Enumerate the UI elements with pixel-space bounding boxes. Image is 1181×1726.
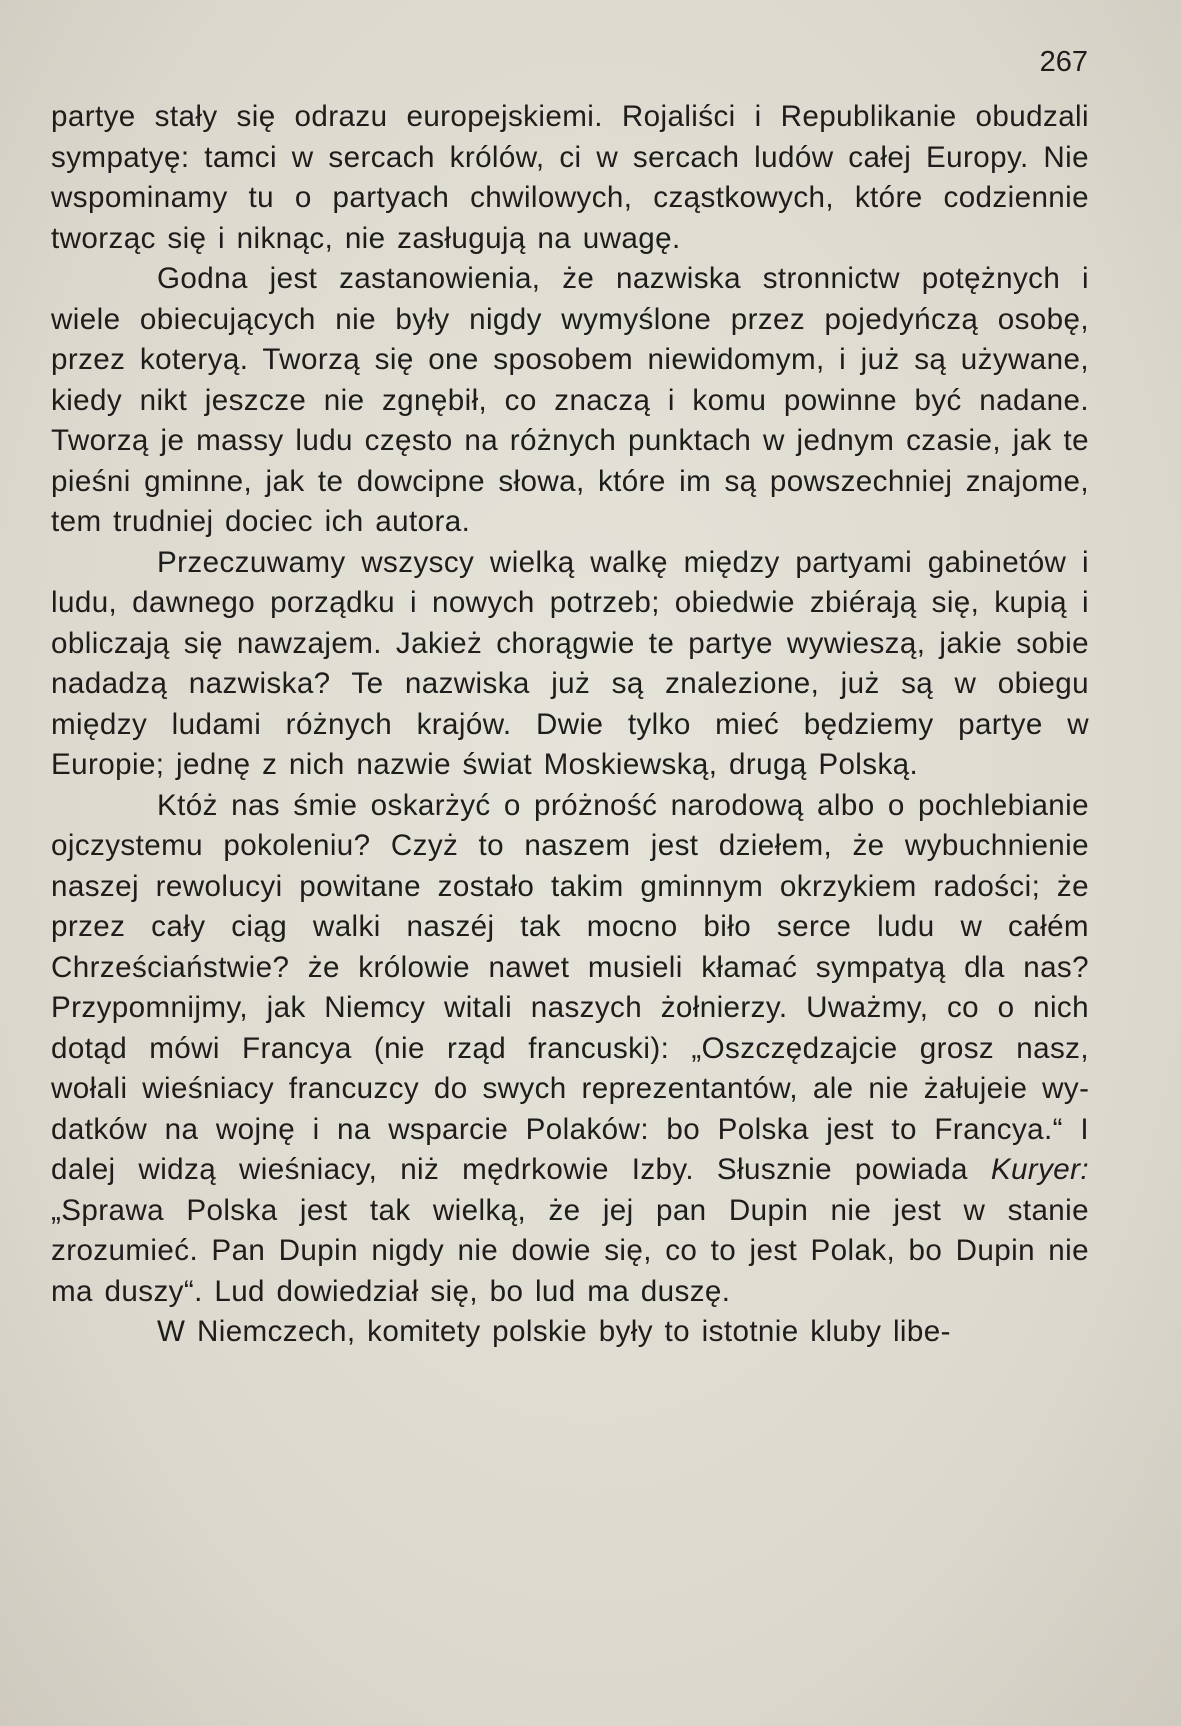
page-number: 267 [1039, 46, 1088, 78]
paragraph-4-text-a: Któż nas śmie oskarżyć o próżność narodową albo o pochlebianie ojczystemu pokoleniu? Czyż to naszem jest dziełem, że wybuchnienie naszej rewolucyi powitane zostało takim gminnym okrzykiem radości; że przez cały ciąg walki naszéj tak mocno biło serce ludu w całém Chrześciaństwie? że królowie nawet musieli kłamać sympatyą dla nas? Przypomnijmy, jak Niemcy witali naszych żołnierzy. Uważmy, co o nich dotąd mówi Francya (nie rząd francuski): „Oszczędzajcie grosz nasz, wołali wieśniacy francuzcy do swych reprezentantów, ale nie żałujeie wydatków na wojnę i na wsparcie Polaków: bo Polska jest to Francya.“ I dalej widzą wieśniacy, niż mędrkowie Izby. Słusznie powiada [51, 788, 1089, 1186]
paragraph-2 [51, 259, 1089, 543]
paragraph-4 [51, 786, 1089, 1313]
paragraph-2-text: Godna jest zastanowienia, że nazwiska stronnictw potężnych i wiele obiecujących nie były nigdy wymyślone przez pojedyńczą osobę, przez koteryą. Tworzą się one sposobem niewidomym, i już są używane, kiedy nikt jeszcze nie zgnębił, co znaczą i komu powinne być nadane. Tworzą je massy ludu często na różnych punktach w jednym czasie, jak te pieśni gminne, jak te dowcipne słowa, które im są powszechniej znajome, tem trudniej dociec ich autora. [51, 262, 1089, 538]
paragraph-3-text: Przeczuwamy wszyscy wielką walkę między partyami gabinetów i ludu, dawnego porządku i nowych potrzeb; obiedwie zbiérają się, kupią i obliczają się nawzajem. Jakież chorągwie te partye wywieszą, jakie sobie nadadzą nazwiska? Te nazwiska już są znalezione, już są w obiegu między ludami różnych krajów. Dwie tylko mieć będziemy partye w Europie; jednę z nich nazwie świat Moskiewską, drugą Polską. [51, 545, 1089, 781]
paragraph-5 [51, 1312, 1089, 1353]
paragraph-4-text-b: „Sprawa Polska jest tak wielką, że jej pan Dupin nie jest w stanie zrozumieć. Pan Dupin nigdy nie dowie się, co to jest Polak, bo Dupin nie ma duszy“. Lud dowiedział się, bo lud ma duszę. [51, 1193, 1089, 1308]
paragraph-1 [51, 97, 1089, 259]
paragraph-5-text: W Niemczech, komitety polskie były to istotnie kluby libe- [157, 1315, 951, 1348]
paragraph-4-italic-kuryer: Kuryer: [990, 1153, 1089, 1186]
body-text [51, 97, 1089, 1353]
paragraph-3 [51, 543, 1089, 786]
paragraph-1-text: partye stały się odrazu europejskiemi. Rojaliści i Republikanie obudzali sympatyę: tamci w sercach królów, ci w sercach ludów całej Europy. Nie wspominamy tu o partyach chwilowych, cząstkowych, które codziennie tworząc się i niknąc, nie zasługują na uwagę. [51, 100, 1089, 255]
